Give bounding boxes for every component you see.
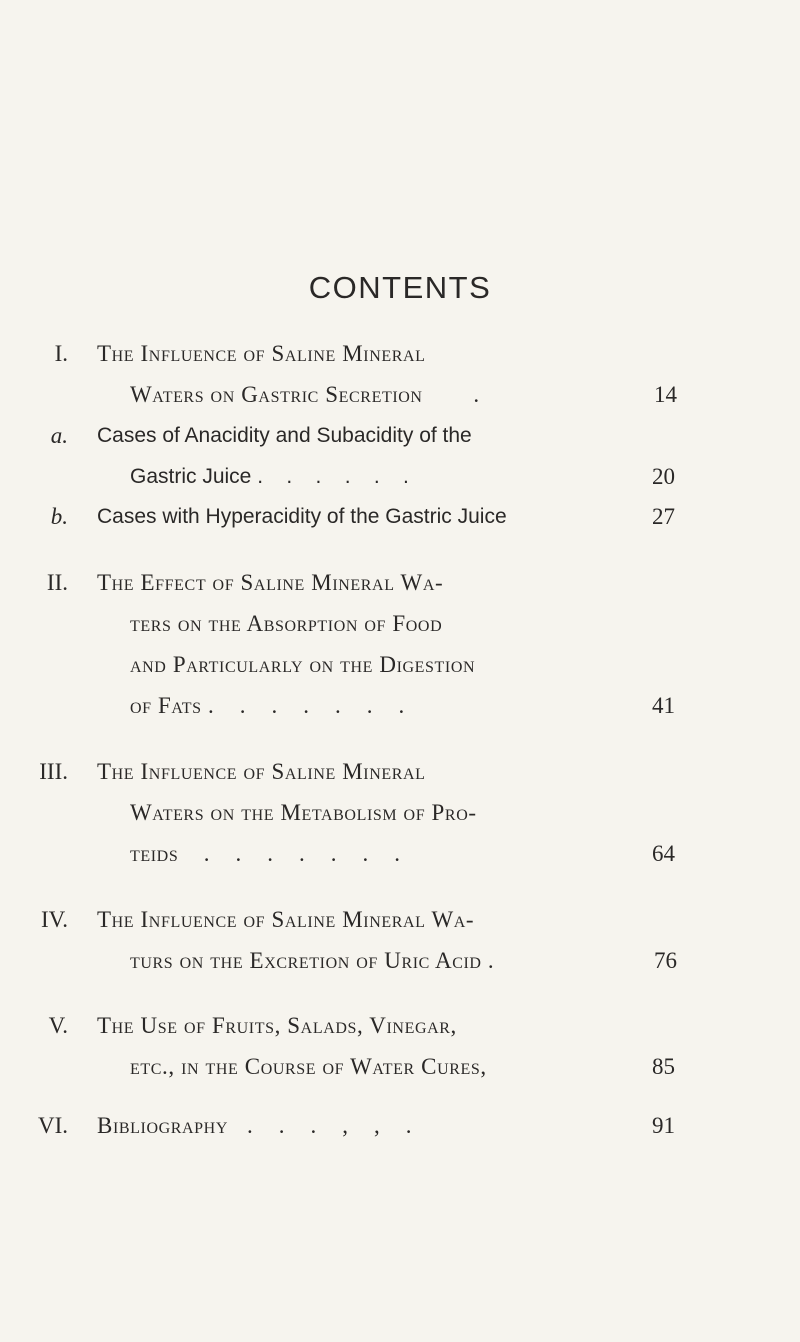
toc-entry-2 — [0, 563, 800, 603]
toc-entry-1 — [0, 334, 800, 374]
entry-title-line: Cases of Anacidity and Subacidity of the — [97, 424, 472, 447]
entry-numeral: a. — [50, 423, 68, 448]
toc-entry-2-cont — [0, 604, 800, 644]
entry-title-line: Waters on the Metabolism of Pro- — [130, 800, 477, 825]
entry-page-number: 91 — [652, 1113, 675, 1138]
toc-entry-a — [0, 416, 800, 456]
entry-page-number: 27 — [652, 504, 675, 529]
entry-numeral: V. — [48, 1013, 68, 1038]
entry-numeral: I. — [54, 341, 68, 366]
toc-entry-2-cont — [0, 686, 800, 726]
entry-title-line: teids . . . . . . . — [130, 841, 401, 866]
entry-title-line: and Particularly on the Digestion — [130, 652, 476, 677]
entry-numeral: III. — [39, 759, 68, 784]
toc-entry-4-cont — [0, 941, 800, 981]
toc-entry-2-cont — [0, 645, 800, 685]
toc-entry-3 — [0, 752, 800, 792]
contents-heading: CONTENTS — [308, 270, 492, 305]
entry-title-line: turs on the Excretion of Uric Acid . — [130, 948, 495, 973]
toc-entry-5-cont — [0, 1047, 800, 1087]
entry-title-line: The Effect of Saline Mineral Wa- — [97, 570, 444, 595]
entry-title-line: of Fats . . . . . . . — [130, 693, 405, 718]
entry-title-line: The Influence of Saline Mineral — [97, 759, 426, 784]
toc-entry-1-cont — [0, 375, 800, 415]
entry-title-line: The Use of Fruits, Salads, Vinegar, — [97, 1013, 457, 1038]
entry-page-number: 64 — [652, 841, 675, 866]
entry-title-line: Cases with Hyperacidity of the Gastric Juice — [97, 505, 507, 528]
entry-page-number: 41 — [652, 693, 675, 718]
entry-numeral: VI. — [37, 1113, 68, 1138]
entry-numeral: II. — [46, 570, 68, 595]
toc-entry-5 — [0, 1006, 800, 1046]
entry-page-number: 76 — [654, 948, 677, 973]
entry-numeral: IV. — [40, 907, 68, 932]
toc-entry-4 — [0, 900, 800, 940]
entry-title-line: Bibliography . . . , , . — [97, 1113, 413, 1138]
entry-title-line: Gastric Juice . . . . . . — [130, 465, 409, 488]
toc-entry-3-cont — [0, 793, 800, 833]
entry-page-number: 20 — [652, 464, 675, 489]
entry-title-line: The Influence of Saline Mineral Wa- — [97, 907, 475, 932]
entry-title-line: Waters on Gastric Secretion . — [130, 382, 480, 407]
entry-title-line: The Influence of Saline Mineral — [97, 341, 426, 366]
toc-entry-a-cont — [0, 457, 800, 497]
toc-entry-b — [0, 497, 800, 537]
entry-numeral: b. — [50, 504, 68, 529]
entry-page-number: 85 — [652, 1054, 675, 1079]
entry-page-number: 14 — [654, 382, 677, 407]
toc-entry-3-cont — [0, 834, 800, 874]
entry-title-line: ters on the Absorption of Food — [130, 611, 443, 636]
entry-title-line: etc., in the Course of Water Cures, — [130, 1054, 487, 1079]
toc-entry-6 — [0, 1106, 800, 1146]
